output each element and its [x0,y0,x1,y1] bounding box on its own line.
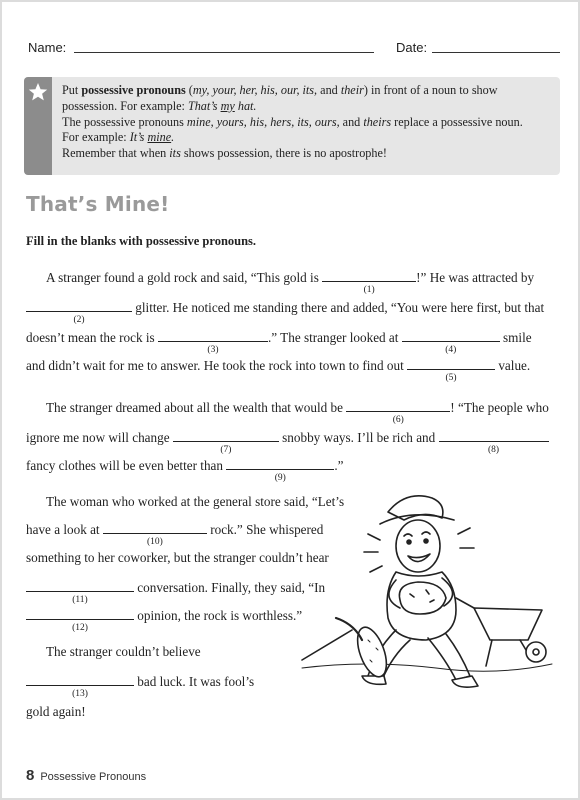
worksheet-page [2,2,578,798]
blank-2[interactable]: (2) [26,300,132,312]
rule-line-3: The possessive pronouns mine, yours, his, hers, its, ours, and theirs replace a possessive noun. [62,114,523,129]
footer-topic: Possessive Pronouns [40,771,147,783]
story-line: ignore me now will change (7) snobby ways. I’ll be rich and (8) [26,430,549,446]
prospector-illustration [296,490,558,710]
blank-1[interactable]: (1) [322,270,416,282]
blank-6[interactable]: (6) [346,400,450,412]
blank-7[interactable]: (7) [173,430,279,442]
date-line [432,52,560,53]
story-line: have a look at (10) rock.” She whispered [26,522,324,547]
name-label: Name: [28,40,67,55]
name-line [74,52,374,53]
story-line: The stranger dreamed about all the wealth that would be (6) ! “The people who [46,400,549,425]
blank-5[interactable]: (5) [407,358,495,370]
rule-line-5: Remember that when its shows possession, there is no apostrophe! [62,146,387,161]
story-line: gold again! [26,704,86,719]
blank-3[interactable]: (3) [158,330,268,342]
page-title: That’s Mine! [26,192,170,216]
blank-12[interactable]: (12) [26,608,134,620]
rule-line-1: Put possessive pronouns (my, your, her, his, our, its, and their) in front of a noun to show [62,83,498,97]
blank-4[interactable]: (4) [402,330,500,342]
story-line: fancy clothes will be even better than (9) .” [26,458,344,483]
blank-13[interactable]: (13) [26,674,134,686]
footer [26,767,146,785]
story-line: The stranger couldn’t believe [46,644,201,659]
date-label: Date: [396,40,428,55]
blank-10[interactable]: (10) [103,522,207,534]
story-line: something to her coworker, but the stranger couldn’t hear [26,550,329,565]
rule-line-4: For example: It’s mine. [62,130,175,145]
story-line: (11) conversation. Finally, they said, “In [26,580,325,596]
instructions: Fill in the blanks with possessive pronouns. [26,234,257,248]
header [28,40,556,60]
blank-8[interactable]: (8) [439,430,549,442]
story-line: doesn’t mean the rock is (3) .” The stranger looked at (4) smile [26,330,532,355]
story-line: (2) glitter. He noticed me standing there and added, “You were here first, but that [26,300,544,316]
story-line: A stranger found a gold rock and said, “This gold is (1) !” He was attracted by [46,270,535,295]
rule-line-2: possession. For example: That’s my hat. [62,98,257,113]
story-line: (13) bad luck. It was fool’s [26,674,254,690]
star-icon [28,82,48,102]
rule-box [24,77,560,175]
story-line: (12) opinion, the rock is worthless.” [26,608,302,624]
story-line: The woman who worked at the general store said, “Let’s [46,494,345,509]
blank-9[interactable]: (9) [226,458,334,470]
rule-tab [24,77,52,175]
rule-text [62,83,550,162]
story-line: and didn’t wait for me to answer. He took the rock into town to find out (5) value. [26,358,531,383]
page-number: 8 [26,767,35,784]
blank-11[interactable]: (11) [26,580,134,592]
